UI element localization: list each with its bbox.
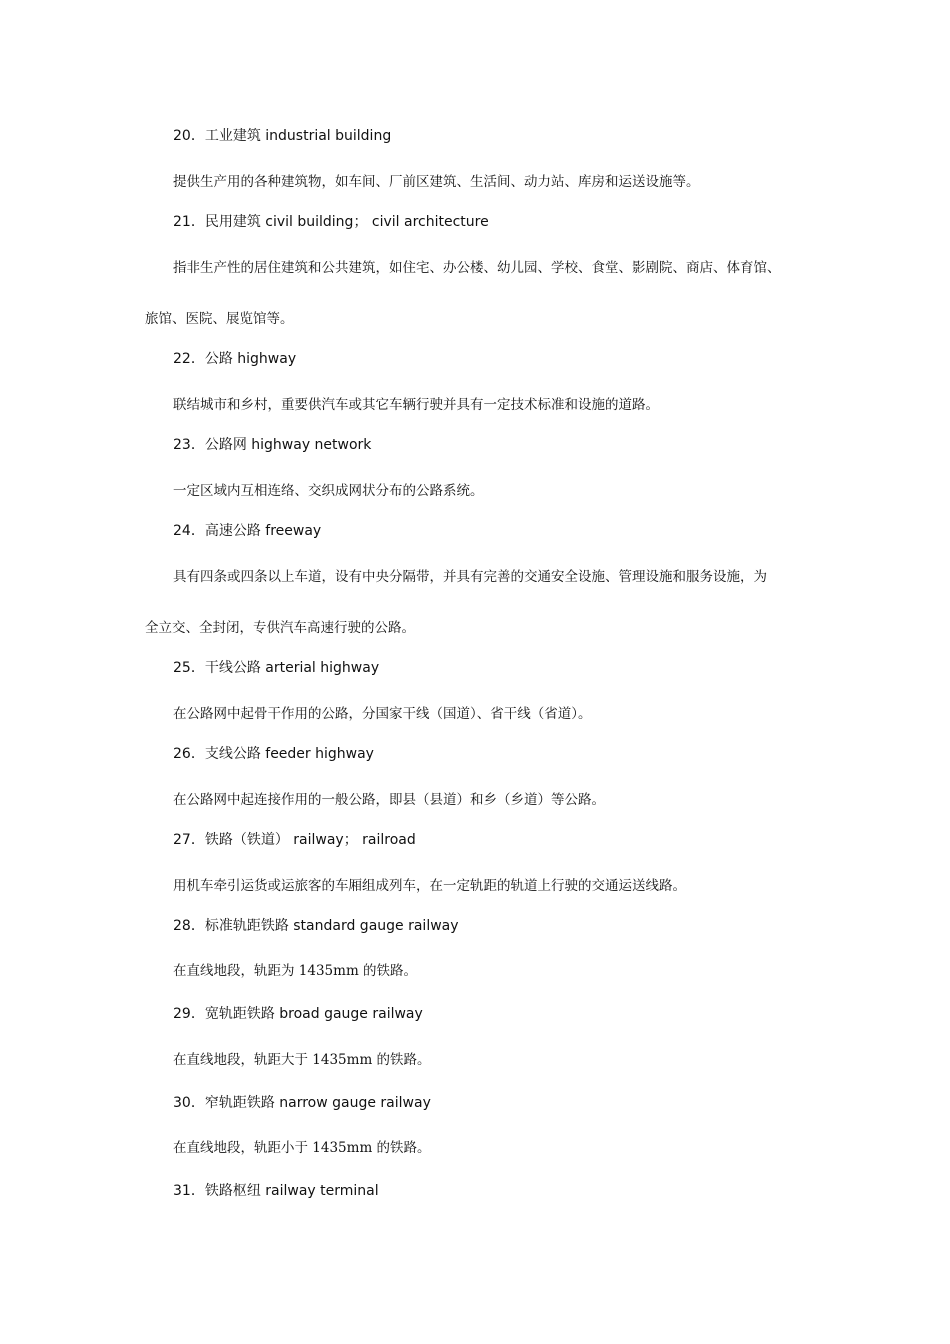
entry-description-continued: 全立交、全封闭，专供汽车高速行驶的公路。 — [145, 620, 415, 636]
entry-description: 在公路网中起连接作用的一般公路，即县（县道）和乡（乡道）等公路。 — [173, 792, 605, 808]
entry-description: 提供生产用的各种建筑物，如车间、厂前区建筑、生活间、动力站、库房和运送设施等。 — [173, 174, 700, 190]
entry-heading: 27．铁路（铁道） railway； railroad — [173, 832, 416, 848]
entry-heading: 31．铁路枢纽 railway terminal — [173, 1183, 379, 1199]
entry-heading: 30．窄轨距铁路 narrow gauge railway — [173, 1095, 431, 1111]
entry-heading: 26．支线公路 feeder highway — [173, 746, 374, 762]
entry-description: 联结城市和乡村，重要供汽车或其它车辆行驶并具有一定技术标准和设施的道路。 — [173, 397, 659, 413]
entry-heading: 29．宽轨距铁路 broad gauge railway — [173, 1006, 423, 1022]
entry-heading: 21．民用建筑 civil building； civil architecture — [173, 214, 489, 230]
entry-description: 在直线地段，轨距小于 1435mm 的铁路。 — [173, 1140, 431, 1156]
entry-description-continued: 旅馆、医院、展览馆等。 — [145, 311, 294, 327]
entry-description: 指非生产性的居住建筑和公共建筑，如住宅、办公楼、幼儿园、学校、食堂、影剧院、商店、体育馆、 — [173, 260, 781, 276]
entry-heading: 20．工业建筑 industrial building — [173, 128, 392, 144]
entry-description: 在直线地段，轨距为 1435mm 的铁路。 — [173, 963, 418, 979]
entry-description: 具有四条或四条以上车道，设有中央分隔带，并具有完善的交通安全设施、管理设施和服务设施，为 — [173, 569, 767, 585]
entry-description: 在直线地段，轨距大于 1435mm 的铁路。 — [173, 1052, 431, 1068]
entry-heading: 24．高速公路 freeway — [173, 523, 322, 539]
entry-description: 一定区域内互相连络、交织成网状分布的公路系统。 — [173, 483, 484, 499]
entry-heading: 25．干线公路 arterial highway — [173, 660, 380, 676]
entry-heading: 23．公路网 highway network — [173, 437, 372, 453]
entry-heading: 22．公路 highway — [173, 351, 297, 367]
entry-heading: 28．标准轨距铁路 standard gauge railway — [173, 918, 459, 934]
entry-description: 用机车牵引运货或运旅客的车厢组成列车，在一定轨距的轨道上行驶的交通运送线路。 — [173, 878, 686, 894]
entry-description: 在公路网中起骨干作用的公路，分国家干线（国道）、省干线（省道）。 — [173, 706, 592, 722]
